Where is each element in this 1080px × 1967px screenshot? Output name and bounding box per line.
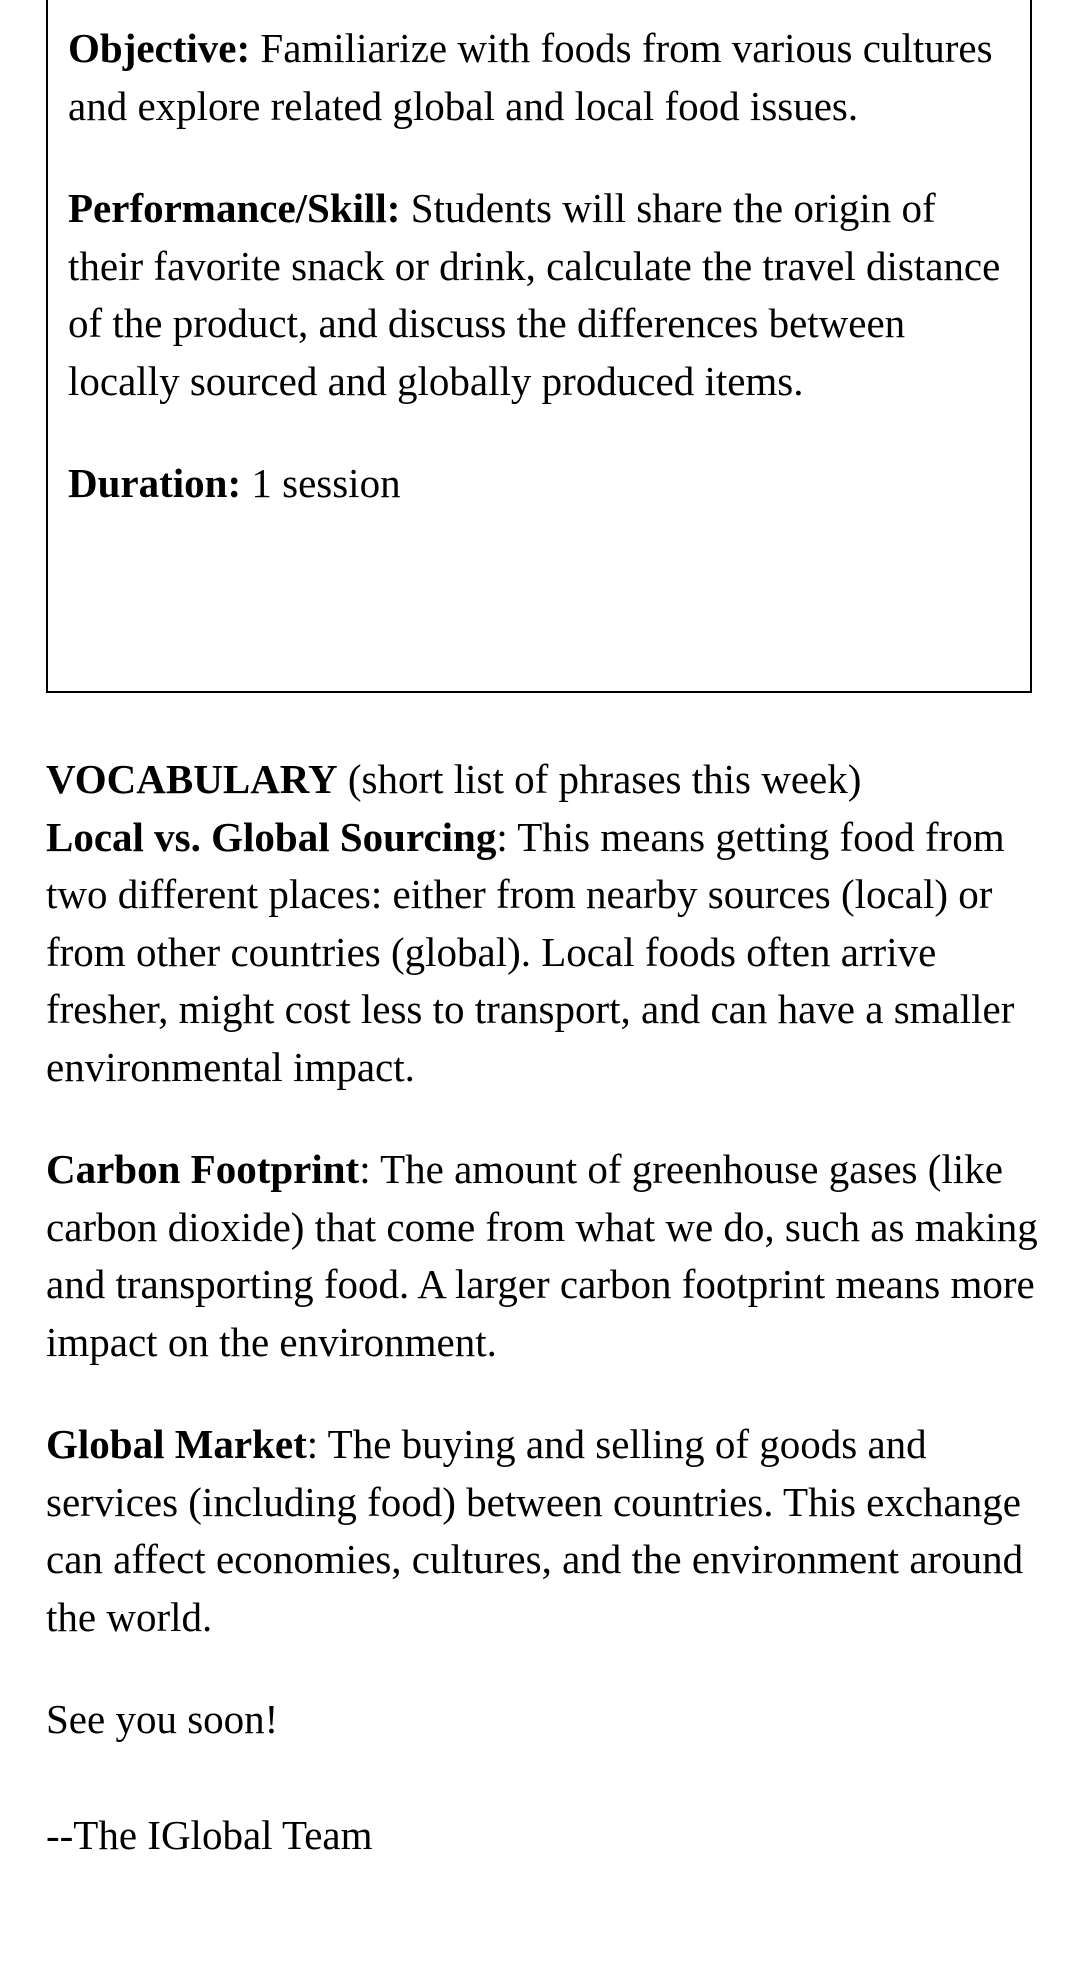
farewell-text: See you soon!: [46, 1696, 279, 1742]
duration-paragraph: [68, 455, 1010, 513]
duration-text: 1 session: [241, 460, 401, 506]
performance-paragraph: [68, 180, 1010, 410]
vocab-block-global-market: [46, 1416, 1056, 1646]
vocab-block-carbon-footprint: [46, 1141, 1056, 1371]
objective-text: Familiarize with foods from various cultures and explore related global and local food issues.: [68, 25, 993, 129]
vocabulary-heading-label: VOCABULARY: [46, 756, 338, 802]
vocabulary-heading: [46, 751, 1056, 809]
objective-label: Objective:: [68, 25, 251, 71]
lesson-summary-box: [46, 0, 1032, 693]
vocab-term: Global Market: [46, 1421, 307, 1467]
vocab-term: Carbon Footprint: [46, 1146, 360, 1192]
vocab-definition: : The buying and selling of goods and services (including food) between countries. This exchange can affect economies, cultures, and the environment around the world.: [46, 1421, 1024, 1640]
signature-text: --The IGlobal Team: [46, 1811, 373, 1858]
vocabulary-section: [46, 751, 1056, 1864]
vocabulary-heading-note: (short list of phrases this week): [337, 756, 862, 802]
vocab-item: [46, 1141, 1056, 1371]
vocab-definition: : The amount of greenhouse gases (like carbon dioxide) that come from what we do, such as making and transporting food. A larger carbon footprint means more impact on the environment.: [46, 1146, 1038, 1365]
objective-paragraph: [68, 20, 1010, 135]
performance-label: Performance/Skill:: [68, 185, 401, 231]
vocab-term: Local vs. Global Sourcing: [46, 813, 497, 860]
duration-label: Duration:: [68, 460, 242, 506]
vocab-block-local-global: [46, 751, 1056, 1096]
vocab-definition: : This means getting food from two different places: either from nearby sources (local) or from other countries (global). Local foods often arrive fresher, might cost less to transport, and can have a smaller environmental impact.: [46, 813, 1015, 1090]
vocab-item: [46, 1416, 1056, 1646]
performance-text: Students will share the origin of their favorite snack or drink, calculate the travel distance of the product, and discuss the differences between locally sourced and globally produced items.: [68, 185, 1001, 404]
vocab-item: [46, 809, 1056, 1097]
